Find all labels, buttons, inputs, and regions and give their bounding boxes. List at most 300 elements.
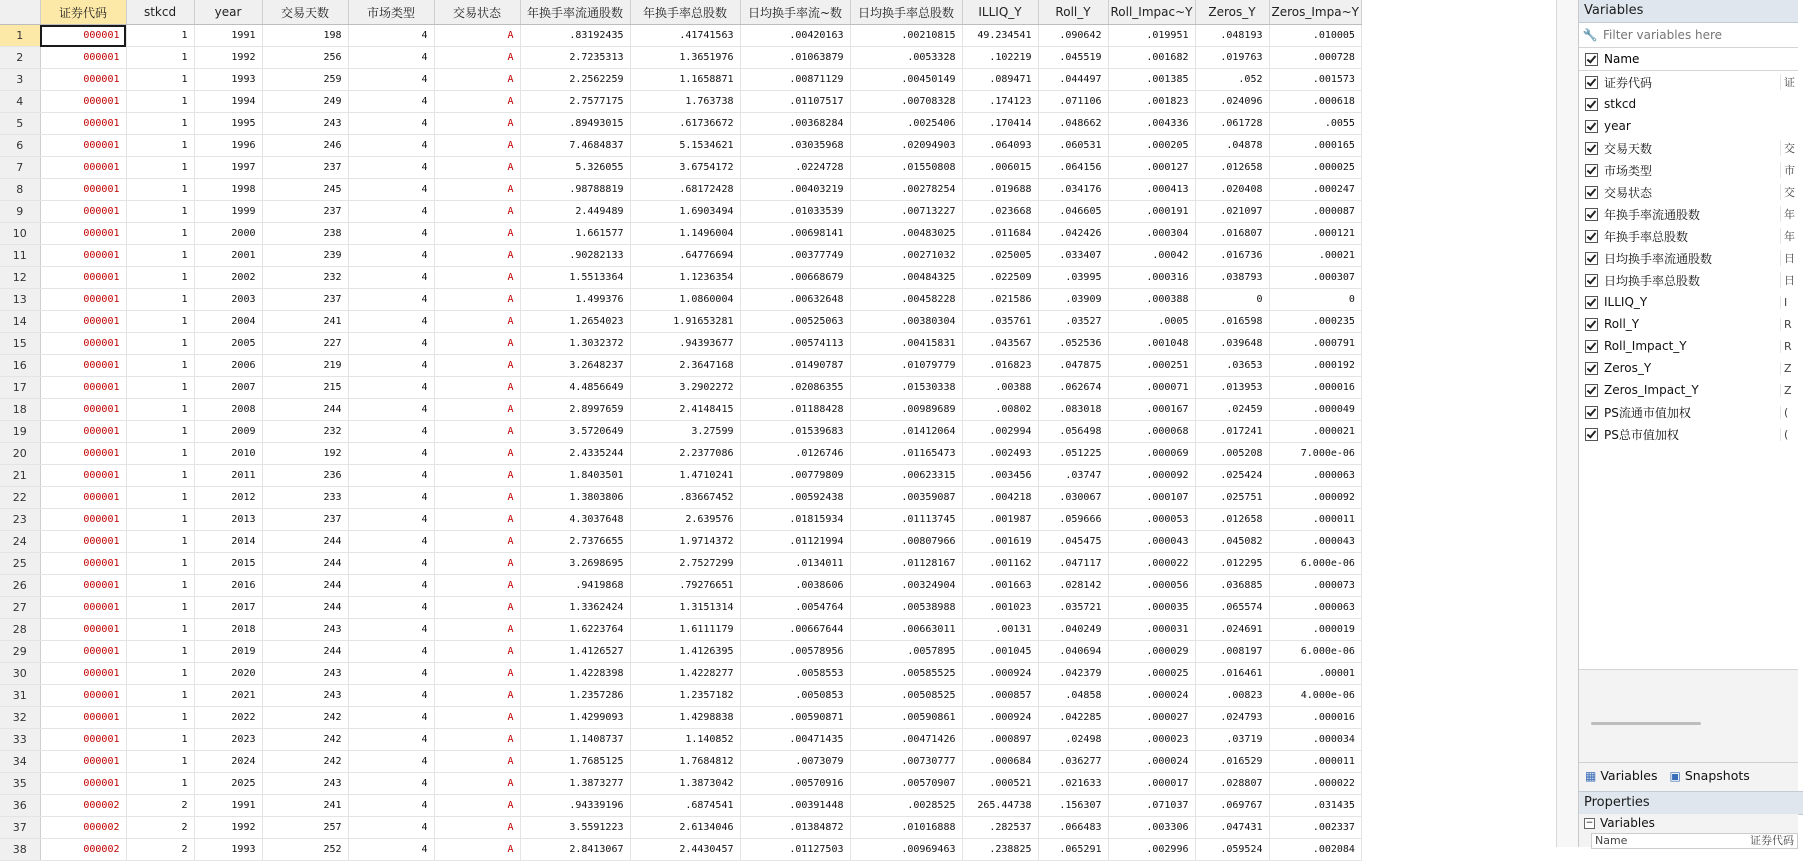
table-cell[interactable]: .0050853: [740, 685, 850, 707]
row-number[interactable]: 28: [0, 619, 40, 641]
cell-security-code[interactable]: 000001: [40, 421, 126, 443]
cell-security-code[interactable]: 000001: [40, 91, 126, 113]
table-cell[interactable]: .01033539: [740, 201, 850, 223]
table-cell[interactable]: .000023: [1108, 729, 1195, 751]
variable-checkbox[interactable]: [1585, 230, 1598, 243]
table-cell[interactable]: 7.000e-06: [1269, 443, 1361, 465]
table-row[interactable]: [0, 795, 1361, 817]
row-number[interactable]: 17: [0, 377, 40, 399]
cell-security-code[interactable]: 000002: [40, 795, 126, 817]
cell-trade-status[interactable]: A: [434, 47, 520, 69]
table-row[interactable]: [0, 839, 1361, 861]
table-cell[interactable]: 1.3151314: [630, 597, 740, 619]
table-cell[interactable]: .04858: [1038, 685, 1108, 707]
table-cell[interactable]: 2.7235313: [520, 47, 630, 69]
cell-security-code[interactable]: 000001: [40, 443, 126, 465]
table-cell[interactable]: 242: [262, 751, 348, 773]
table-cell[interactable]: .01550808: [850, 157, 962, 179]
table-cell[interactable]: 244: [262, 553, 348, 575]
table-cell[interactable]: .00585525: [850, 663, 962, 685]
table-cell[interactable]: .00508525: [850, 685, 962, 707]
table-cell[interactable]: 1.2357182: [630, 685, 740, 707]
table-cell[interactable]: 2017: [194, 597, 262, 619]
table-cell[interactable]: 2.7376655: [520, 531, 630, 553]
table-row[interactable]: [0, 25, 1361, 47]
table-cell[interactable]: 1: [126, 751, 194, 773]
table-cell[interactable]: .000165: [1269, 135, 1361, 157]
column-header[interactable]: year: [194, 0, 262, 25]
table-cell[interactable]: .016461: [1195, 663, 1269, 685]
table-cell[interactable]: .000069: [1108, 443, 1195, 465]
table-cell[interactable]: 243: [262, 773, 348, 795]
table-cell[interactable]: .0025406: [850, 113, 962, 135]
table-cell[interactable]: 1: [126, 333, 194, 355]
table-cell[interactable]: 1: [126, 201, 194, 223]
table-cell[interactable]: .00458228: [850, 289, 962, 311]
table-cell[interactable]: .02086355: [740, 377, 850, 399]
table-cell[interactable]: .061728: [1195, 113, 1269, 135]
table-cell[interactable]: .036885: [1195, 575, 1269, 597]
table-cell[interactable]: .94339196: [520, 795, 630, 817]
table-cell[interactable]: 198: [262, 25, 348, 47]
table-cell[interactable]: 2016: [194, 575, 262, 597]
column-header[interactable]: 市场类型: [348, 0, 434, 25]
table-cell[interactable]: 1: [126, 421, 194, 443]
table-cell[interactable]: 243: [262, 685, 348, 707]
table-cell[interactable]: .001663: [962, 575, 1038, 597]
table-cell[interactable]: 4: [348, 641, 434, 663]
table-cell[interactable]: .042285: [1038, 707, 1108, 729]
table-cell[interactable]: 1.140852: [630, 729, 740, 751]
table-cell[interactable]: 1: [126, 267, 194, 289]
table-cell[interactable]: .00484325: [850, 267, 962, 289]
table-cell[interactable]: .00377749: [740, 245, 850, 267]
table-cell[interactable]: .005208: [1195, 443, 1269, 465]
cell-security-code[interactable]: 000002: [40, 817, 126, 839]
variables-list-header[interactable]: [1579, 48, 1798, 71]
table-cell[interactable]: .031435: [1269, 795, 1361, 817]
table-cell[interactable]: .61736672: [630, 113, 740, 135]
table-cell[interactable]: 244: [262, 531, 348, 553]
table-cell[interactable]: 1997: [194, 157, 262, 179]
table-cell[interactable]: 1: [126, 47, 194, 69]
table-cell[interactable]: .000017: [1108, 773, 1195, 795]
table-cell[interactable]: 1: [126, 663, 194, 685]
cell-security-code[interactable]: 000001: [40, 113, 126, 135]
table-cell[interactable]: 3.5720649: [520, 421, 630, 443]
table-cell[interactable]: 1: [126, 179, 194, 201]
table-cell[interactable]: .01063879: [740, 47, 850, 69]
table-cell[interactable]: 3.5591223: [520, 817, 630, 839]
table-cell[interactable]: .025751: [1195, 487, 1269, 509]
cell-trade-status[interactable]: A: [434, 465, 520, 487]
table-cell[interactable]: 1: [126, 377, 194, 399]
cell-trade-status[interactable]: A: [434, 399, 520, 421]
table-cell[interactable]: 2013: [194, 509, 262, 531]
cell-security-code[interactable]: 000001: [40, 619, 126, 641]
table-row[interactable]: [0, 597, 1361, 619]
row-number[interactable]: 36: [0, 795, 40, 817]
table-cell[interactable]: 1.4710241: [630, 465, 740, 487]
table-row[interactable]: [0, 619, 1361, 641]
table-cell[interactable]: 1.7684812: [630, 751, 740, 773]
table-cell[interactable]: .000025: [1269, 157, 1361, 179]
variable-item[interactable]: [1579, 203, 1798, 225]
table-cell[interactable]: .00632648: [740, 289, 850, 311]
table-cell[interactable]: 1992: [194, 47, 262, 69]
table-cell[interactable]: 4: [348, 751, 434, 773]
variable-checkbox[interactable]: [1585, 384, 1598, 397]
table-cell[interactable]: .003456: [962, 465, 1038, 487]
row-number[interactable]: 10: [0, 223, 40, 245]
cell-security-code[interactable]: 000001: [40, 597, 126, 619]
table-cell[interactable]: .002493: [962, 443, 1038, 465]
table-cell[interactable]: 4: [348, 25, 434, 47]
table-cell[interactable]: 4: [348, 619, 434, 641]
table-cell[interactable]: 1.6223764: [520, 619, 630, 641]
cell-security-code[interactable]: 000001: [40, 157, 126, 179]
table-cell[interactable]: .01490787: [740, 355, 850, 377]
table-cell[interactable]: 2006: [194, 355, 262, 377]
table-cell[interactable]: .047431: [1195, 817, 1269, 839]
table-cell[interactable]: .01121994: [740, 531, 850, 553]
table-cell[interactable]: .00359087: [850, 487, 962, 509]
table-cell[interactable]: 4: [348, 421, 434, 443]
table-cell[interactable]: .00667644: [740, 619, 850, 641]
table-cell[interactable]: .016529: [1195, 751, 1269, 773]
cell-security-code[interactable]: 000001: [40, 641, 126, 663]
table-cell[interactable]: 1.2357286: [520, 685, 630, 707]
variable-item[interactable]: [1579, 401, 1798, 423]
table-cell[interactable]: .062674: [1038, 377, 1108, 399]
table-cell[interactable]: .00471426: [850, 729, 962, 751]
table-cell[interactable]: .066483: [1038, 817, 1108, 839]
table-cell[interactable]: .41741563: [630, 25, 740, 47]
cell-trade-status[interactable]: A: [434, 575, 520, 597]
table-cell[interactable]: .0028525: [850, 795, 962, 817]
table-cell[interactable]: 244: [262, 399, 348, 421]
table-cell[interactable]: .00578956: [740, 641, 850, 663]
table-cell[interactable]: .000107: [1108, 487, 1195, 509]
table-row[interactable]: [0, 531, 1361, 553]
table-row[interactable]: [0, 553, 1361, 575]
table-cell[interactable]: .90282133: [520, 245, 630, 267]
cell-trade-status[interactable]: A: [434, 157, 520, 179]
table-cell[interactable]: .030067: [1038, 487, 1108, 509]
table-cell[interactable]: .00592438: [740, 487, 850, 509]
table-cell[interactable]: 1.6903494: [630, 201, 740, 223]
table-cell[interactable]: .001823: [1108, 91, 1195, 113]
variable-checkbox[interactable]: [1585, 274, 1598, 287]
table-cell[interactable]: 1: [126, 245, 194, 267]
column-header[interactable]: stkcd: [126, 0, 194, 25]
table-cell[interactable]: .00668679: [740, 267, 850, 289]
table-row[interactable]: [0, 355, 1361, 377]
table-cell[interactable]: .01412064: [850, 421, 962, 443]
table-cell[interactable]: .00570907: [850, 773, 962, 795]
table-cell[interactable]: .01815934: [740, 509, 850, 531]
row-number[interactable]: 3: [0, 69, 40, 91]
cell-security-code[interactable]: 000001: [40, 289, 126, 311]
table-cell[interactable]: .00415831: [850, 333, 962, 355]
table-cell[interactable]: 1.0860004: [630, 289, 740, 311]
table-cell[interactable]: 6.000e-06: [1269, 641, 1361, 663]
table-cell[interactable]: 2.8413067: [520, 839, 630, 861]
table-cell[interactable]: .00989689: [850, 399, 962, 421]
table-cell[interactable]: .02498: [1038, 729, 1108, 751]
table-row[interactable]: [0, 443, 1361, 465]
table-cell[interactable]: .022509: [962, 267, 1038, 289]
cell-security-code[interactable]: 000001: [40, 663, 126, 685]
table-cell[interactable]: .006015: [962, 157, 1038, 179]
table-cell[interactable]: 4: [348, 245, 434, 267]
table-cell[interactable]: .000728: [1269, 47, 1361, 69]
table-cell[interactable]: .002084: [1269, 839, 1361, 861]
table-cell[interactable]: .00525063: [740, 311, 850, 333]
table-cell[interactable]: 2: [126, 795, 194, 817]
table-cell[interactable]: .000191: [1108, 201, 1195, 223]
table-cell[interactable]: .9419868: [520, 575, 630, 597]
table-row[interactable]: [0, 817, 1361, 839]
table-cell[interactable]: 1.4228277: [630, 663, 740, 685]
row-number[interactable]: 2: [0, 47, 40, 69]
table-cell[interactable]: .000022: [1108, 553, 1195, 575]
table-cell[interactable]: 2.2562259: [520, 69, 630, 91]
table-cell[interactable]: .021097: [1195, 201, 1269, 223]
cell-security-code[interactable]: 000001: [40, 399, 126, 421]
table-cell[interactable]: .0054764: [740, 597, 850, 619]
cell-trade-status[interactable]: A: [434, 839, 520, 861]
variable-item[interactable]: [1579, 225, 1798, 247]
tab-variables[interactable]: [1579, 768, 1663, 783]
table-cell[interactable]: 1.1658871: [630, 69, 740, 91]
cell-trade-status[interactable]: A: [434, 179, 520, 201]
table-cell[interactable]: 4: [348, 685, 434, 707]
table-cell[interactable]: 1: [126, 707, 194, 729]
table-cell[interactable]: .056498: [1038, 421, 1108, 443]
table-cell[interactable]: .174123: [962, 91, 1038, 113]
table-cell[interactable]: 1992: [194, 817, 262, 839]
table-cell[interactable]: 238: [262, 223, 348, 245]
table-cell[interactable]: .01188428: [740, 399, 850, 421]
table-cell[interactable]: .045082: [1195, 531, 1269, 553]
cell-trade-status[interactable]: A: [434, 113, 520, 135]
table-cell[interactable]: 4: [348, 707, 434, 729]
table-cell[interactable]: .000413: [1108, 179, 1195, 201]
table-cell[interactable]: 1.5513364: [520, 267, 630, 289]
table-cell[interactable]: .01128167: [850, 553, 962, 575]
table-cell[interactable]: .00969463: [850, 839, 962, 861]
table-cell[interactable]: .00278254: [850, 179, 962, 201]
table-cell[interactable]: .000684: [962, 751, 1038, 773]
table-cell[interactable]: 1.763738: [630, 91, 740, 113]
column-header[interactable]: 年换手率流通股数: [520, 0, 630, 25]
table-cell[interactable]: 4.000e-06: [1269, 685, 1361, 707]
table-cell[interactable]: .019688: [962, 179, 1038, 201]
table-cell[interactable]: .048662: [1038, 113, 1108, 135]
row-number[interactable]: 25: [0, 553, 40, 575]
table-cell[interactable]: 1: [126, 91, 194, 113]
column-header[interactable]: Roll_Y: [1038, 0, 1108, 25]
variable-checkbox[interactable]: [1585, 98, 1598, 111]
table-cell[interactable]: 4: [348, 157, 434, 179]
cell-security-code[interactable]: 000001: [40, 311, 126, 333]
table-cell[interactable]: .059524: [1195, 839, 1269, 861]
table-cell[interactable]: 2002: [194, 267, 262, 289]
variable-item[interactable]: [1579, 181, 1798, 203]
table-cell[interactable]: .01539683: [740, 421, 850, 443]
table-row[interactable]: [0, 773, 1361, 795]
table-cell[interactable]: 1: [126, 575, 194, 597]
row-number[interactable]: 29: [0, 641, 40, 663]
table-cell[interactable]: 241: [262, 795, 348, 817]
table-cell[interactable]: 1.499376: [520, 289, 630, 311]
table-cell[interactable]: .035721: [1038, 597, 1108, 619]
table-cell[interactable]: .083018: [1038, 399, 1108, 421]
table-cell[interactable]: 242: [262, 729, 348, 751]
table-cell[interactable]: .89493015: [520, 113, 630, 135]
table-row[interactable]: [0, 751, 1361, 773]
table-cell[interactable]: .000024: [1108, 751, 1195, 773]
table-cell[interactable]: .00021: [1269, 245, 1361, 267]
cell-trade-status[interactable]: A: [434, 641, 520, 663]
variable-item[interactable]: [1579, 115, 1798, 137]
table-cell[interactable]: .011684: [962, 223, 1038, 245]
cell-trade-status[interactable]: A: [434, 377, 520, 399]
table-cell[interactable]: .003306: [1108, 817, 1195, 839]
row-number[interactable]: 13: [0, 289, 40, 311]
table-cell[interactable]: .83667452: [630, 487, 740, 509]
table-cell[interactable]: .000073: [1269, 575, 1361, 597]
variable-item[interactable]: [1579, 313, 1798, 335]
cell-security-code[interactable]: 000001: [40, 333, 126, 355]
table-cell[interactable]: .00403219: [740, 179, 850, 201]
cell-security-code[interactable]: 000001: [40, 685, 126, 707]
table-cell[interactable]: .000251: [1108, 355, 1195, 377]
table-cell[interactable]: 1991: [194, 795, 262, 817]
table-cell[interactable]: 1: [126, 289, 194, 311]
table-cell[interactable]: 249: [262, 91, 348, 113]
table-cell[interactable]: .019951: [1108, 25, 1195, 47]
table-cell[interactable]: 1995: [194, 113, 262, 135]
table-cell[interactable]: 1.661577: [520, 223, 630, 245]
column-header[interactable]: 交易天数: [262, 0, 348, 25]
table-cell[interactable]: 1: [126, 25, 194, 47]
table-cell[interactable]: .047875: [1038, 355, 1108, 377]
table-row[interactable]: [0, 465, 1361, 487]
table-cell[interactable]: 243: [262, 619, 348, 641]
table-cell[interactable]: 232: [262, 421, 348, 443]
table-cell[interactable]: .089471: [962, 69, 1038, 91]
table-cell[interactable]: .028142: [1038, 575, 1108, 597]
table-cell[interactable]: .00001: [1269, 663, 1361, 685]
table-cell[interactable]: .025005: [962, 245, 1038, 267]
table-cell[interactable]: .03035968: [740, 135, 850, 157]
table-cell[interactable]: .000791: [1269, 333, 1361, 355]
table-cell[interactable]: .040694: [1038, 641, 1108, 663]
cell-security-code[interactable]: 000001: [40, 47, 126, 69]
table-cell[interactable]: .001048: [1108, 333, 1195, 355]
row-number[interactable]: 38: [0, 839, 40, 861]
table-cell[interactable]: 243: [262, 663, 348, 685]
table-cell[interactable]: .035761: [962, 311, 1038, 333]
table-cell[interactable]: .052536: [1038, 333, 1108, 355]
table-cell[interactable]: .001385: [1108, 69, 1195, 91]
variable-item[interactable]: [1579, 357, 1798, 379]
table-cell[interactable]: 244: [262, 597, 348, 619]
table-row[interactable]: [0, 487, 1361, 509]
table-cell[interactable]: 257: [262, 817, 348, 839]
table-cell[interactable]: .000205: [1108, 135, 1195, 157]
cell-trade-status[interactable]: A: [434, 333, 520, 355]
cell-trade-status[interactable]: A: [434, 443, 520, 465]
cell-trade-status[interactable]: A: [434, 509, 520, 531]
table-cell[interactable]: 4: [348, 289, 434, 311]
table-cell[interactable]: .00380304: [850, 311, 962, 333]
table-cell[interactable]: 2009: [194, 421, 262, 443]
table-cell[interactable]: 2.4430457: [630, 839, 740, 861]
table-cell[interactable]: .000016: [1269, 377, 1361, 399]
table-cell[interactable]: 1: [126, 443, 194, 465]
table-cell[interactable]: 237: [262, 157, 348, 179]
table-cell[interactable]: .01107517: [740, 91, 850, 113]
cell-trade-status[interactable]: A: [434, 135, 520, 157]
table-cell[interactable]: .002337: [1269, 817, 1361, 839]
table-cell[interactable]: .00324904: [850, 575, 962, 597]
table-cell[interactable]: 7.4684837: [520, 135, 630, 157]
table-cell[interactable]: .000192: [1269, 355, 1361, 377]
table-cell[interactable]: .045475: [1038, 531, 1108, 553]
table-cell[interactable]: 2: [126, 817, 194, 839]
table-cell[interactable]: 1.1236354: [630, 267, 740, 289]
table-cell[interactable]: 2000: [194, 223, 262, 245]
row-number[interactable]: 11: [0, 245, 40, 267]
table-row[interactable]: [0, 663, 1361, 685]
row-number[interactable]: 24: [0, 531, 40, 553]
table-row[interactable]: [0, 707, 1361, 729]
cell-trade-status[interactable]: A: [434, 267, 520, 289]
table-cell[interactable]: 4: [348, 113, 434, 135]
table-cell[interactable]: .000618: [1269, 91, 1361, 113]
table-cell[interactable]: 2014: [194, 531, 262, 553]
cell-trade-status[interactable]: A: [434, 531, 520, 553]
cell-trade-status[interactable]: A: [434, 817, 520, 839]
cell-trade-status[interactable]: A: [434, 223, 520, 245]
table-cell[interactable]: 1: [126, 685, 194, 707]
cell-security-code[interactable]: 000001: [40, 465, 126, 487]
cell-security-code[interactable]: 000001: [40, 487, 126, 509]
table-cell[interactable]: .68172428: [630, 179, 740, 201]
table-cell[interactable]: .012658: [1195, 157, 1269, 179]
table-cell[interactable]: 2: [126, 839, 194, 861]
table-cell[interactable]: 2.639576: [630, 509, 740, 531]
table-cell[interactable]: 1.4228398: [520, 663, 630, 685]
table-cell[interactable]: .016736: [1195, 245, 1269, 267]
table-cell[interactable]: .03909: [1038, 289, 1108, 311]
table-cell[interactable]: 233: [262, 487, 348, 509]
table-cell[interactable]: 192: [262, 443, 348, 465]
table-cell[interactable]: 2.4148415: [630, 399, 740, 421]
table-row[interactable]: [0, 311, 1361, 333]
table-cell[interactable]: .238825: [962, 839, 1038, 861]
table-cell[interactable]: 215: [262, 377, 348, 399]
panel-splitter[interactable]: [1556, 0, 1579, 847]
table-cell[interactable]: 4: [348, 487, 434, 509]
table-cell[interactable]: .002996: [1108, 839, 1195, 861]
table-cell[interactable]: .000043: [1108, 531, 1195, 553]
table-cell[interactable]: .034176: [1038, 179, 1108, 201]
table-cell[interactable]: .071106: [1038, 91, 1108, 113]
